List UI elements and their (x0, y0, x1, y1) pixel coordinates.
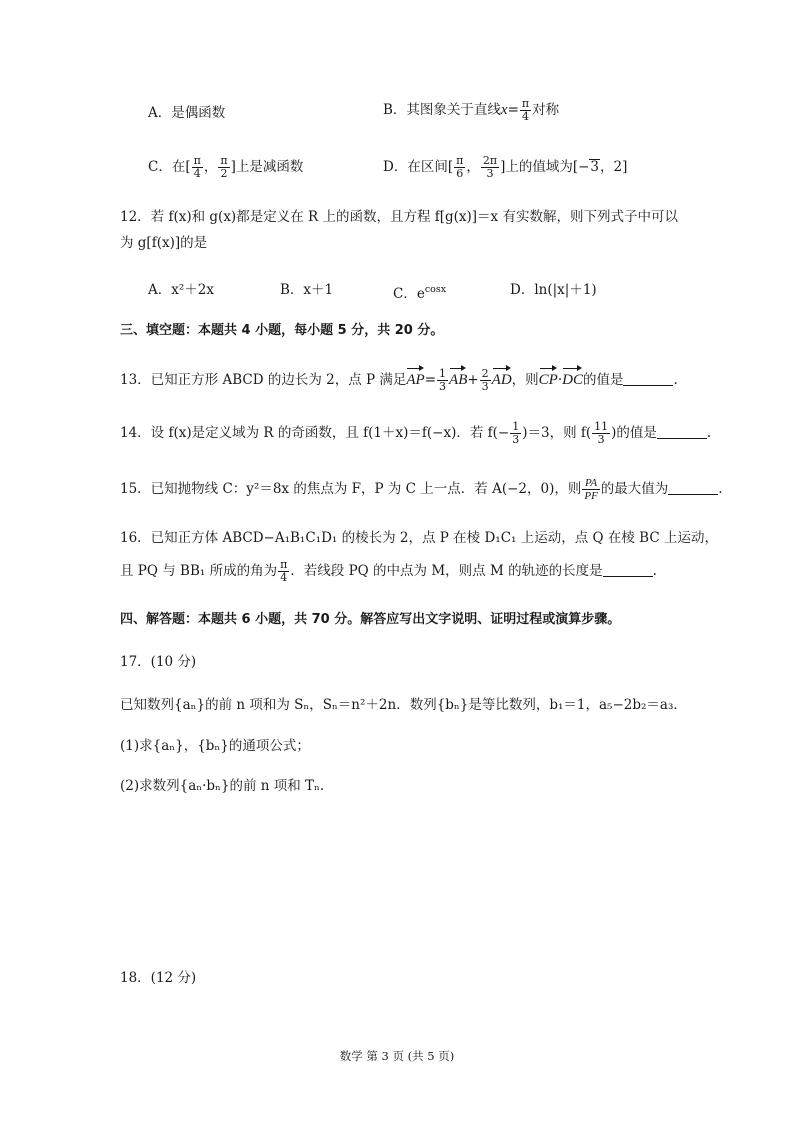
q-text: . (718, 481, 723, 497)
q11-option-d (383, 155, 627, 180)
q-text: . (652, 563, 657, 579)
q-text: . (673, 372, 678, 388)
denominator: PF (584, 490, 598, 502)
denominator: 4 (522, 110, 530, 123)
numerator: 1 (439, 367, 447, 380)
denominator: 6 (456, 167, 464, 180)
numerator: 1 (512, 420, 520, 433)
sep: ， (203, 159, 218, 175)
answer-blank[interactable] (623, 371, 673, 386)
op: · (557, 372, 563, 388)
q12-option-b: B．x＋1 (280, 282, 334, 298)
denominator: 4 (193, 167, 201, 180)
option-text: C．e (393, 286, 425, 302)
q12-stem-line1: 12．若 f(x)和 g(x)都是定义在 R 上的函数，且方程 f[g(x)]＝x 有实数解，则下列式子中可以 (120, 209, 678, 225)
option-text: B．其图象关于直线 (383, 102, 501, 118)
page-footer: 数学 第 3 页 (共 5 页) (339, 1049, 455, 1063)
q-text: 的值是 (582, 372, 624, 388)
denominator: 2 (220, 167, 228, 180)
fraction (520, 98, 531, 123)
option-text: D．在区间[ (383, 159, 454, 175)
answer-blank[interactable] (668, 480, 718, 495)
denominator: 3 (481, 380, 489, 393)
q12-option-d: D．ln(|x|＋1) (510, 282, 597, 298)
numerator: π (193, 154, 201, 167)
op: + (467, 372, 479, 388)
q-text: )＝3，则 f( (522, 425, 592, 441)
q-text: 且 PQ 与 BB₁ 所成的角为 (120, 563, 278, 579)
q17-title: 17．(10 分) (120, 654, 197, 670)
q18-title: 18．(12 分) (120, 970, 197, 986)
sqrt-radicand: 3 (590, 159, 600, 175)
fraction (454, 155, 465, 180)
vector: AB (449, 365, 467, 391)
numerator: π (220, 154, 228, 167)
fraction (582, 477, 599, 502)
q16-line1: 16．已知正方体 ABCD−A₁B₁C₁D₁ 的棱长为 2，点 P 在棱 D₁C₁ 上运动，点 Q 在棱 BC 上运动， (120, 530, 718, 546)
q-text: 15．已知抛物线 C：y²＝8x 的焦点为 F，P 为 C 上一点．若 A(−2，0)，则 (120, 481, 582, 497)
q12-stem-line2: 为 g[f(x)]的是 (120, 235, 208, 251)
option-text: ]上是减函数 (230, 159, 304, 175)
q14 (120, 421, 711, 446)
fraction (510, 421, 521, 446)
option-text: ]上的值域为[− (500, 159, 590, 175)
q-text: . (706, 425, 712, 441)
q17-body: 已知数列{aₙ}的前 n 项和为 Sₙ，Sₙ＝n²＋2n．数列{bₙ}是等比数列，b₁＝1，a₅−2b₂＝a₃． (120, 697, 687, 713)
section-heading-fill-in: 三、填空题：本题共 4 小题，每小题 5 分，共 20 分。 (120, 323, 444, 338)
sep: ， (466, 159, 480, 175)
numerator: π (280, 558, 288, 571)
q11-option-a (148, 102, 225, 124)
q11-option-b (383, 98, 559, 123)
numerator: π (456, 154, 464, 167)
numerator: π (521, 97, 530, 110)
section-heading-solutions: 四、解答题：本题共 6 小题，共 70 分。解答应写出文字说明、证明过程或演算步骤。 (120, 612, 621, 627)
q-text: )的值是 (611, 425, 657, 441)
var: x (500, 102, 508, 118)
op: = (507, 102, 519, 118)
exponent: cosx (424, 284, 447, 295)
fraction (218, 155, 229, 180)
q17-part1: (1)求{aₙ}，{bₙ}的通项公式； (120, 738, 310, 754)
q12-option-a: A．x²＋2x (148, 282, 214, 298)
option-text: ，2] (600, 159, 628, 175)
q-text: ．若线段 PQ 的中点为 M，则点 M 的轨迹的长度是 (290, 563, 603, 579)
q17-part2: (2)求数列{aₙ·bₙ}的前 n 项和 Tₙ. (120, 778, 325, 794)
q-text: 13．已知正方形 ABCD 的边长为 2，点 P 满足 (120, 372, 407, 388)
vector: DC (562, 365, 583, 391)
q-text: 的最大值为 (600, 481, 669, 497)
option-text: 对称 (532, 102, 560, 118)
numerator: 2 (481, 367, 489, 380)
denominator: 4 (280, 571, 288, 584)
op: = (424, 372, 437, 388)
q11-option-c (148, 155, 303, 180)
q16-line2 (120, 559, 657, 584)
numerator: 11 (594, 420, 609, 433)
denominator: 3 (597, 433, 605, 446)
denominator: 3 (486, 167, 494, 180)
q12-option-c (393, 279, 446, 305)
vector: AP (406, 365, 424, 391)
numerator: PA (582, 477, 599, 490)
denominator: 3 (512, 433, 520, 446)
fraction (480, 368, 491, 393)
q13 (120, 365, 678, 393)
fraction (481, 155, 499, 180)
fraction (592, 421, 610, 446)
vector: CP (539, 365, 558, 391)
q-text: 14．设 f(x)是定义域为 R 的奇函数，且 f(1＋x)＝f(−x)．若 f(− (120, 425, 510, 441)
numerator: 2π (482, 154, 498, 167)
q-text: ，则 (511, 372, 539, 388)
q15 (120, 477, 723, 502)
fraction (278, 559, 289, 584)
option-text: C．在[ (148, 159, 191, 175)
fraction (192, 155, 203, 180)
option-text: A．是偶函数 (148, 105, 226, 121)
denominator: 3 (439, 380, 447, 393)
answer-blank[interactable] (603, 562, 653, 577)
answer-blank[interactable] (657, 424, 707, 439)
vector: AD (492, 365, 512, 391)
fraction (437, 368, 448, 393)
